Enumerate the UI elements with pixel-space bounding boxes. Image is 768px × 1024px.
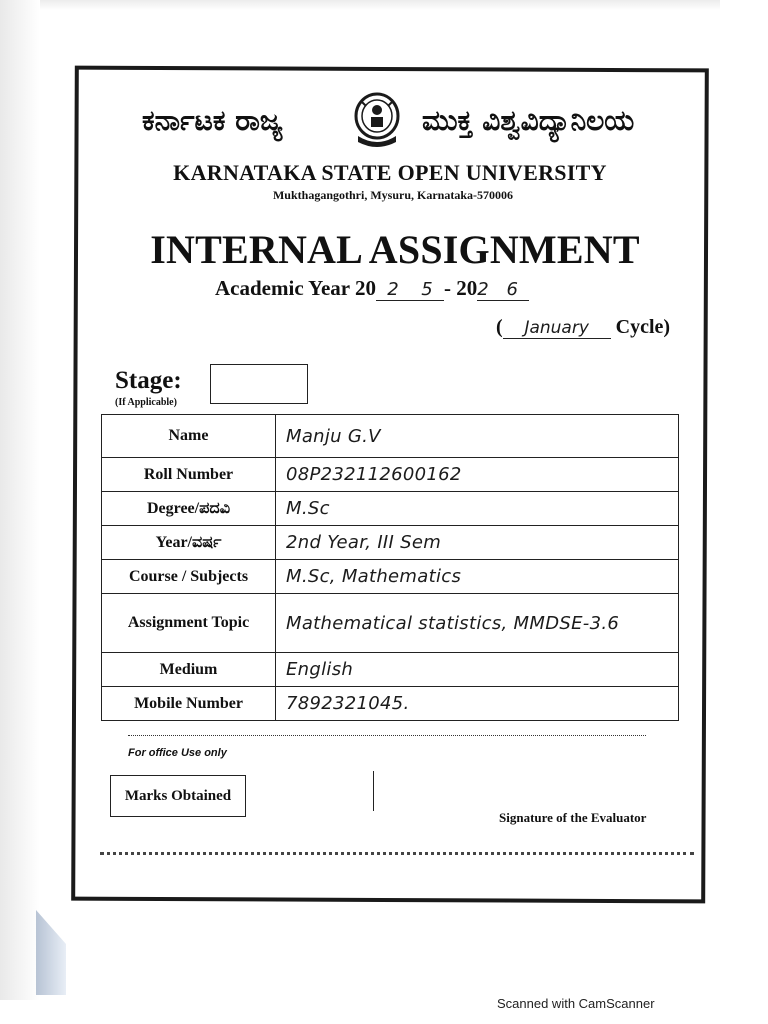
assignment-topic-value: Mathematical statistics, MMDSE-3.6 [276,594,679,653]
kannada-title-left: ಕರ್ನಾಟಕ ರಾಜ್ಯ [142,104,283,137]
university-address: Mukthagangothri, Mysuru, Karnataka-570006 [272,188,514,202]
bottom-divider [100,852,694,855]
row-label: Mobile Number [102,687,276,721]
stage-label: Stage: [115,367,182,394]
academic-year [215,276,529,301]
kannada-title-right: ಮುಕ್ತ ವಿಶ್ವವಿದ್ಯಾನಿಲಯ [422,104,635,137]
paper-edge-shadow [0,0,40,1000]
course-value: M.Sc, Mathematics [276,560,679,594]
student-info-table [101,414,679,721]
row-label: Year/ವರ್ಷ [102,526,276,560]
degree-value: M.Sc [276,492,679,526]
table-row [102,458,679,492]
academic-year-start-b: 5 [410,280,444,301]
background-smudge [36,910,66,995]
cycle-label: Cycle) [615,316,671,338]
kannada-title [142,102,662,146]
academic-year-separator: - 20 [443,276,478,300]
name-value: Manju G.V [276,415,679,458]
academic-year-label: Academic Year 20 [215,276,376,300]
row-label: Assignment Topic [102,594,276,653]
table-row [102,415,679,458]
table-row [102,560,679,594]
office-divider [128,735,646,736]
academic-year-end-a: 2 [477,280,495,301]
year-value: 2nd Year, III Sem [276,526,679,560]
paper-top-shadow [40,0,720,10]
table-row [102,653,679,687]
academic-year-start-a: 2 [376,280,410,301]
row-label: Roll Number [102,458,276,492]
medium-value: English [276,653,679,687]
table-row [102,594,679,653]
academic-year-end-b: 6 [495,280,529,301]
table-row [102,492,679,526]
row-label: Degree/ಪದವಿ [102,492,276,526]
cycle-open: ( [496,316,503,338]
stage-field[interactable] [210,364,308,404]
university-emblem-icon [352,92,402,148]
table-row [102,526,679,560]
row-label: Course / Subjects [102,560,276,594]
row-label: Medium [102,653,276,687]
cycle [496,316,670,339]
office-use-note: For office Use only [128,747,227,759]
marks-obtained-field[interactable] [246,771,374,811]
university-name: KARNATAKA STATE OPEN UNIVERSITY [173,160,607,185]
cycle-value: January [503,318,611,339]
mobile-number-value: 7892321045. [276,687,679,721]
row-label: Name [102,415,276,458]
scanner-watermark: Scanned with CamScanner [497,996,655,1011]
stage-note: (If Applicable) [115,397,177,408]
table-row [102,687,679,721]
roll-number-value: 08P232112600162 [276,458,679,492]
evaluator-signature-label: Signature of the Evaluator [499,810,647,825]
document-title: INTERNAL ASSIGNMENT [150,227,640,272]
marks-obtained-label: Marks Obtained [110,775,246,817]
